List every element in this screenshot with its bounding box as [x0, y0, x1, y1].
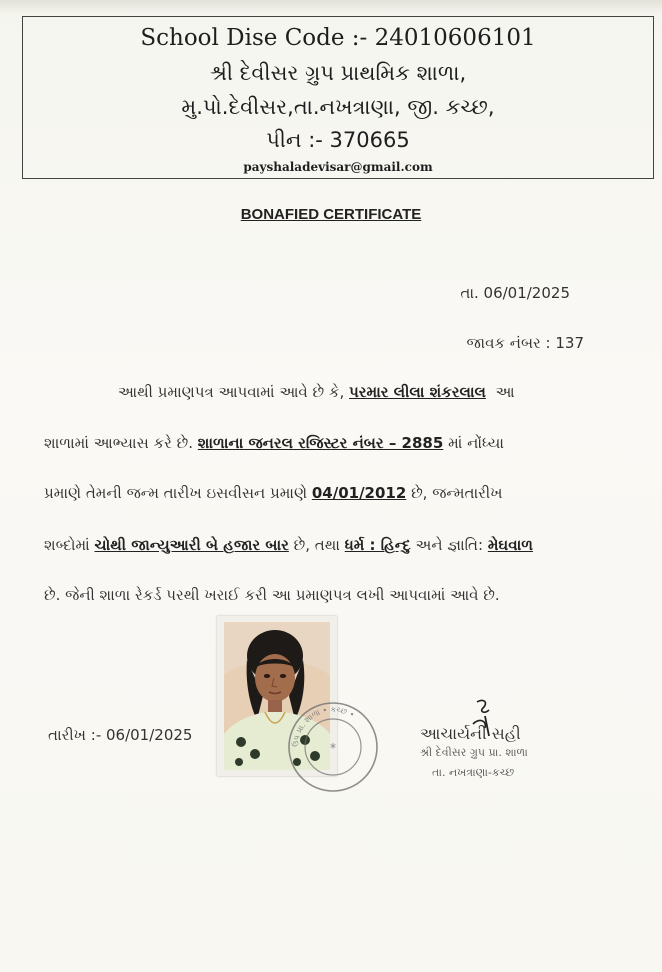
pin-code: પીન :- 370665 [266, 128, 410, 152]
body-text: શબ્દોમાં [44, 536, 90, 554]
school-seal [286, 700, 380, 794]
footer-date: તારીખ :- 06/01/2025 [48, 726, 193, 744]
round-seal-image [286, 700, 380, 794]
body-text: પ્રમાણે તેમની જન્મ તારીખ ઇસવીસન પ્રમાણે [44, 484, 308, 502]
principal-signature-label: આચાર્યની સહી [420, 724, 521, 743]
school-email: payshaladevisar@gmail.com [243, 160, 433, 174]
caste: મેઘવાળ [487, 536, 533, 554]
body-text: અને જ્ઞાતિ: [415, 536, 484, 554]
seal-text: ઉપ પ્રા. શાળા • કચ્છ • [290, 704, 357, 748]
school-name: શ્રી દેવીસર ગ્રુપ પ્રાથમિક શાળા, [209, 61, 467, 85]
body-line-3 [44, 484, 503, 502]
school-header [22, 16, 654, 179]
student-name: પરમાર લીલા શંકરલાલ [349, 383, 486, 401]
stamp-school-line: શ્રી દેવીસર ગ્રુપ પ્રા. શાળા [420, 746, 528, 759]
body-text: આથી પ્રમાણપત્ર આપવામાં આવે છે કે, [118, 383, 345, 401]
school-address: મુ.પો.દેવીસર,તા.નખત્રાણા, જી. કચ્છ, [181, 95, 495, 119]
dob-in-words: ચોથી જાન્યુઆરી બે હજાર બાર [94, 536, 289, 554]
svg-text:ઉપ પ્રા. શાળા • કચ્છ • [290, 705, 356, 747]
stamp-taluka-line: તા. નખત્રાણા-કચ્છ [432, 766, 515, 779]
register-number: શાળાના જનરલ રજિસ્ટર નંબર – 2885 [197, 434, 444, 452]
seal-star: * [330, 741, 336, 755]
body-line-2 [44, 434, 504, 452]
inward-number: જાવક નંબર : 137 [466, 334, 584, 352]
body-line-1 [118, 383, 515, 401]
religion: ધર્મ : હિન્દુ [344, 536, 411, 554]
body-text: શાળામાં આભ્યાસ કરે છે. [44, 434, 194, 452]
body-line-4 [44, 536, 533, 554]
body-line-5: છે. જેની શાળા રેકર્ડ પરથી ખરાઈ કરી આ પ્રમાણપત્ર લખી આપવામાં આવે છે. [44, 586, 500, 604]
certificate-title: BONAFIED CERTIFICATE [240, 206, 422, 223]
scan-shadow [0, 0, 662, 14]
body-text: આ [495, 383, 515, 401]
dise-code: School Dise Code :- 24010606101 [140, 25, 536, 51]
issue-date: તા. 06/01/2025 [460, 284, 570, 302]
body-text: છે, તથા [293, 536, 340, 554]
body-text: છે, જન્મતારીખ [411, 484, 503, 502]
date-of-birth: 04/01/2012 [311, 484, 407, 502]
body-text: માં નોંધ્યા [448, 434, 504, 452]
